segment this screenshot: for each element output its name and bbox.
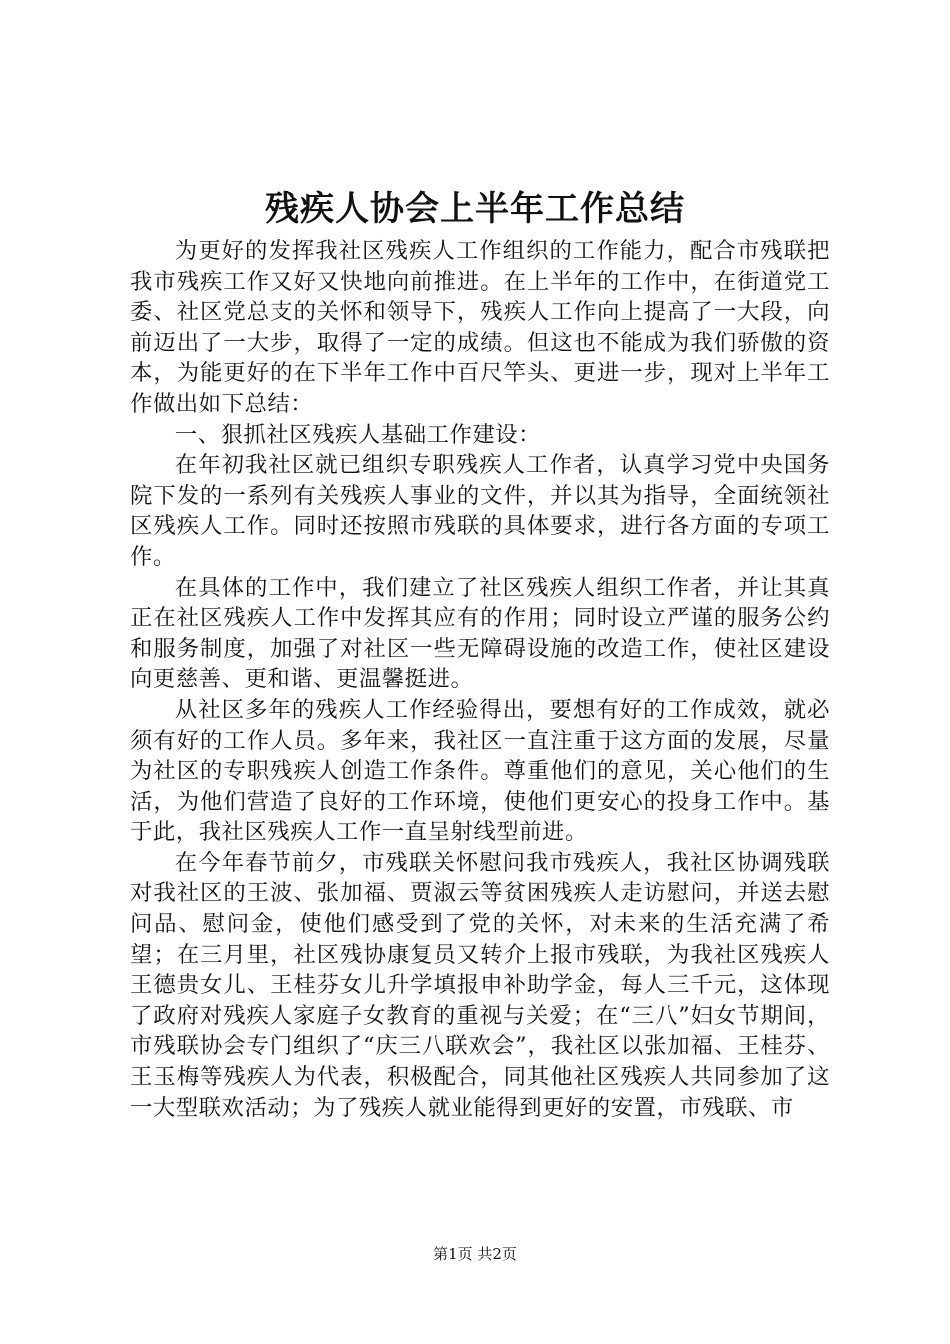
section-heading-1: 一、狠抓社区残疾人基础工作建设： bbox=[174, 421, 542, 448]
paragraph-study: 在年初我社区就已组织专职残疾人工作者，认真学习党中央国务院下发的一系列有关残疾人事业的文件，并以其为指导，全面统领社区残疾人工作。同时还按照市残联的具体要求，进行各方面的专项工作。 bbox=[130, 452, 830, 570]
paragraph-staff: 从社区多年的残疾人工作经验得出，要想有好的工作成效，就必须有好的工作人员。多年来，我社区一直注重于这方面的发展，尽量为社区的专职残疾人创造工作条件。尊重他们的意见，关心他们的生活，为他们营造了良好的工作环境，使他们更安心的投身工作中。基于此，我社区残疾人工作一直呈射线型前进。 bbox=[130, 696, 830, 846]
paragraph-organization: 在具体的工作中，我们建立了社区残疾人组织工作者，并让其真正在社区残疾人工作中发挥其应有的作用；同时设立严谨的服务公约和服务制度，加强了对社区一些无障碍设施的改造工作，使社区建设向更慈善、更和谐、更温馨挺进。 bbox=[130, 574, 830, 693]
paragraph-activities: 在今年春节前夕，市残联关怀慰问我市残疾人，我社区协调残联对我社区的王波、张加福、贾淑云等贫困残疾人走访慰问，并送去慰问品、慰问金，使他们感受到了党的关怀，对未来的生活充满了希望；在三月里，社区残协康复员又转介上报市残联，为我社区残疾人王德贵女儿、王桂芬女儿升学填报申补助学金，每人三千元，这体现了政府对残疾人家庭子女教育的重视与关爱；在“三八”妇女节期间，市残联协会专门组织了“庆三八联欢会”，我社区以张加福、王桂芬、王玉梅等残疾人为代表，积极配合，同其他社区残疾人共同参加了这一大型联欢活动；为了残疾人就业能得到更好的安置，市残联、市 bbox=[130, 849, 830, 1121]
document-title: 残疾人协会上半年工作总结 bbox=[265, 189, 685, 229]
paragraph-intro: 为更好的发挥我社区残疾人工作组织的工作能力，配合市残联把我市残疾工作又好又快地向前推进。在上半年的工作中，在街道党工委、社区党总支的关怀和领导下，残疾人工作向上提高了一大段，向前迈出了一大步，取得了一定的成绩。但这也不能成为我们骄傲的资本，为能更好的在下半年工作中百尺竿头、更进一步，现对上半年工作做出如下总结： bbox=[130, 238, 830, 417]
document-body bbox=[130, 236, 830, 1123]
page-number-footer: 第1页 共2页 bbox=[433, 1245, 517, 1263]
